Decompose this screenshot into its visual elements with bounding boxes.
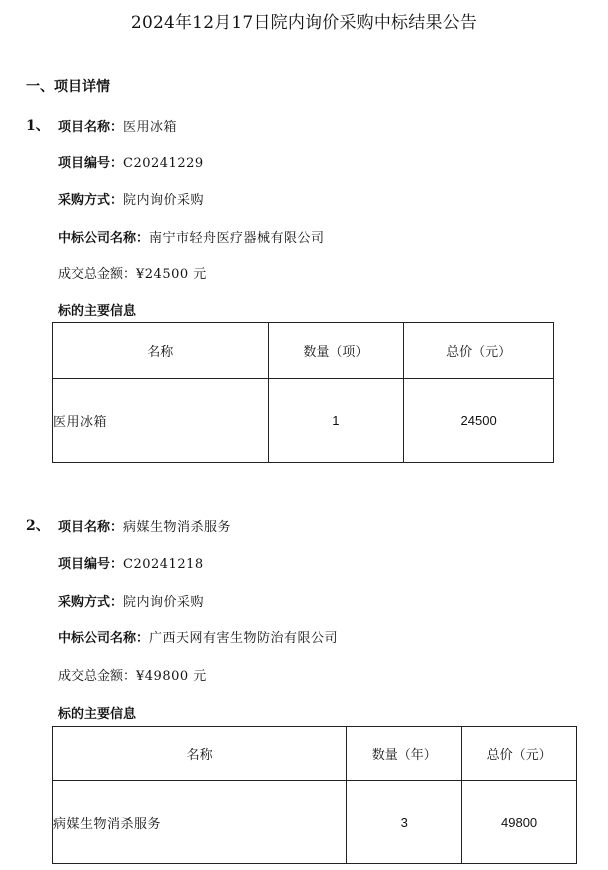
total-amount-row bbox=[58, 665, 207, 684]
total-amount-row bbox=[58, 263, 207, 282]
project-name-row bbox=[58, 516, 231, 535]
procurement-method-value: 院内询价采购 bbox=[123, 193, 205, 208]
procurement-method-row bbox=[58, 591, 204, 610]
project-name-value: 病媒生物消杀服务 bbox=[123, 520, 232, 535]
table-caption: 标的主要信息 bbox=[58, 304, 137, 319]
winning-company-label: 中标公司名称： bbox=[58, 231, 150, 246]
project-code-label: 项目编号： bbox=[58, 557, 124, 572]
table-header-row bbox=[53, 323, 554, 379]
project-code-row bbox=[58, 152, 204, 171]
winning-company-value: 广西天网有害生物防治有限公司 bbox=[149, 631, 339, 646]
winning-company-row bbox=[58, 627, 338, 646]
total-amount-label: 成交总金额： bbox=[58, 669, 137, 684]
header-quantity: 数量（项） bbox=[268, 323, 404, 379]
cell-quantity: 1 bbox=[268, 379, 404, 463]
total-amount-label: 成交总金额： bbox=[58, 267, 137, 282]
procurement-method-label: 采购方式： bbox=[58, 595, 124, 610]
cell-item-name: 医用冰箱 bbox=[53, 379, 269, 463]
procurement-method-label: 采购方式： bbox=[58, 193, 124, 208]
project-name-label: 项目名称： bbox=[58, 120, 124, 135]
cell-quantity: 3 bbox=[347, 781, 462, 864]
project-name-value: 医用冰箱 bbox=[123, 120, 178, 135]
project-name-row bbox=[58, 116, 177, 135]
cell-item-name: 病媒生物消杀服务 bbox=[53, 781, 347, 864]
table-caption: 标的主要信息 bbox=[58, 707, 137, 722]
winning-company-value: 南宁市轻舟医疗器械有限公司 bbox=[149, 231, 325, 246]
project-code-label: 项目编号： bbox=[58, 156, 124, 171]
section-heading: 一、项目详情 bbox=[26, 79, 110, 95]
header-name: 名称 bbox=[53, 727, 347, 781]
header-quantity: 数量（年） bbox=[347, 727, 462, 781]
cell-total-price: 24500 bbox=[404, 379, 554, 463]
header-name: 名称 bbox=[53, 323, 269, 379]
table-row bbox=[53, 781, 577, 864]
page-title: 2024年12月17日院内询价采购中标结果公告 bbox=[130, 13, 478, 33]
total-amount-value: ¥49800 元 bbox=[136, 669, 207, 684]
header-total-price: 总价（元） bbox=[404, 323, 554, 379]
procurement-method-value: 院内询价采购 bbox=[123, 595, 205, 610]
project-code-row bbox=[58, 553, 204, 572]
project-number: 1、 bbox=[26, 118, 50, 134]
winning-company-row bbox=[58, 227, 325, 246]
cell-total-price: 49800 bbox=[462, 781, 577, 864]
project-name-label: 项目名称： bbox=[58, 520, 124, 535]
header-total-price: 总价（元） bbox=[462, 727, 577, 781]
procurement-method-row bbox=[58, 189, 204, 208]
item-info-table bbox=[52, 322, 554, 463]
table-header-row bbox=[53, 727, 577, 781]
item-info-table bbox=[52, 726, 577, 864]
project-code-value: C20241218 bbox=[123, 557, 204, 572]
project-code-value: C20241229 bbox=[123, 156, 204, 171]
table-row bbox=[53, 379, 554, 463]
winning-company-label: 中标公司名称： bbox=[58, 631, 150, 646]
project-number: 2、 bbox=[26, 518, 50, 534]
total-amount-value: ¥24500 元 bbox=[136, 267, 207, 282]
